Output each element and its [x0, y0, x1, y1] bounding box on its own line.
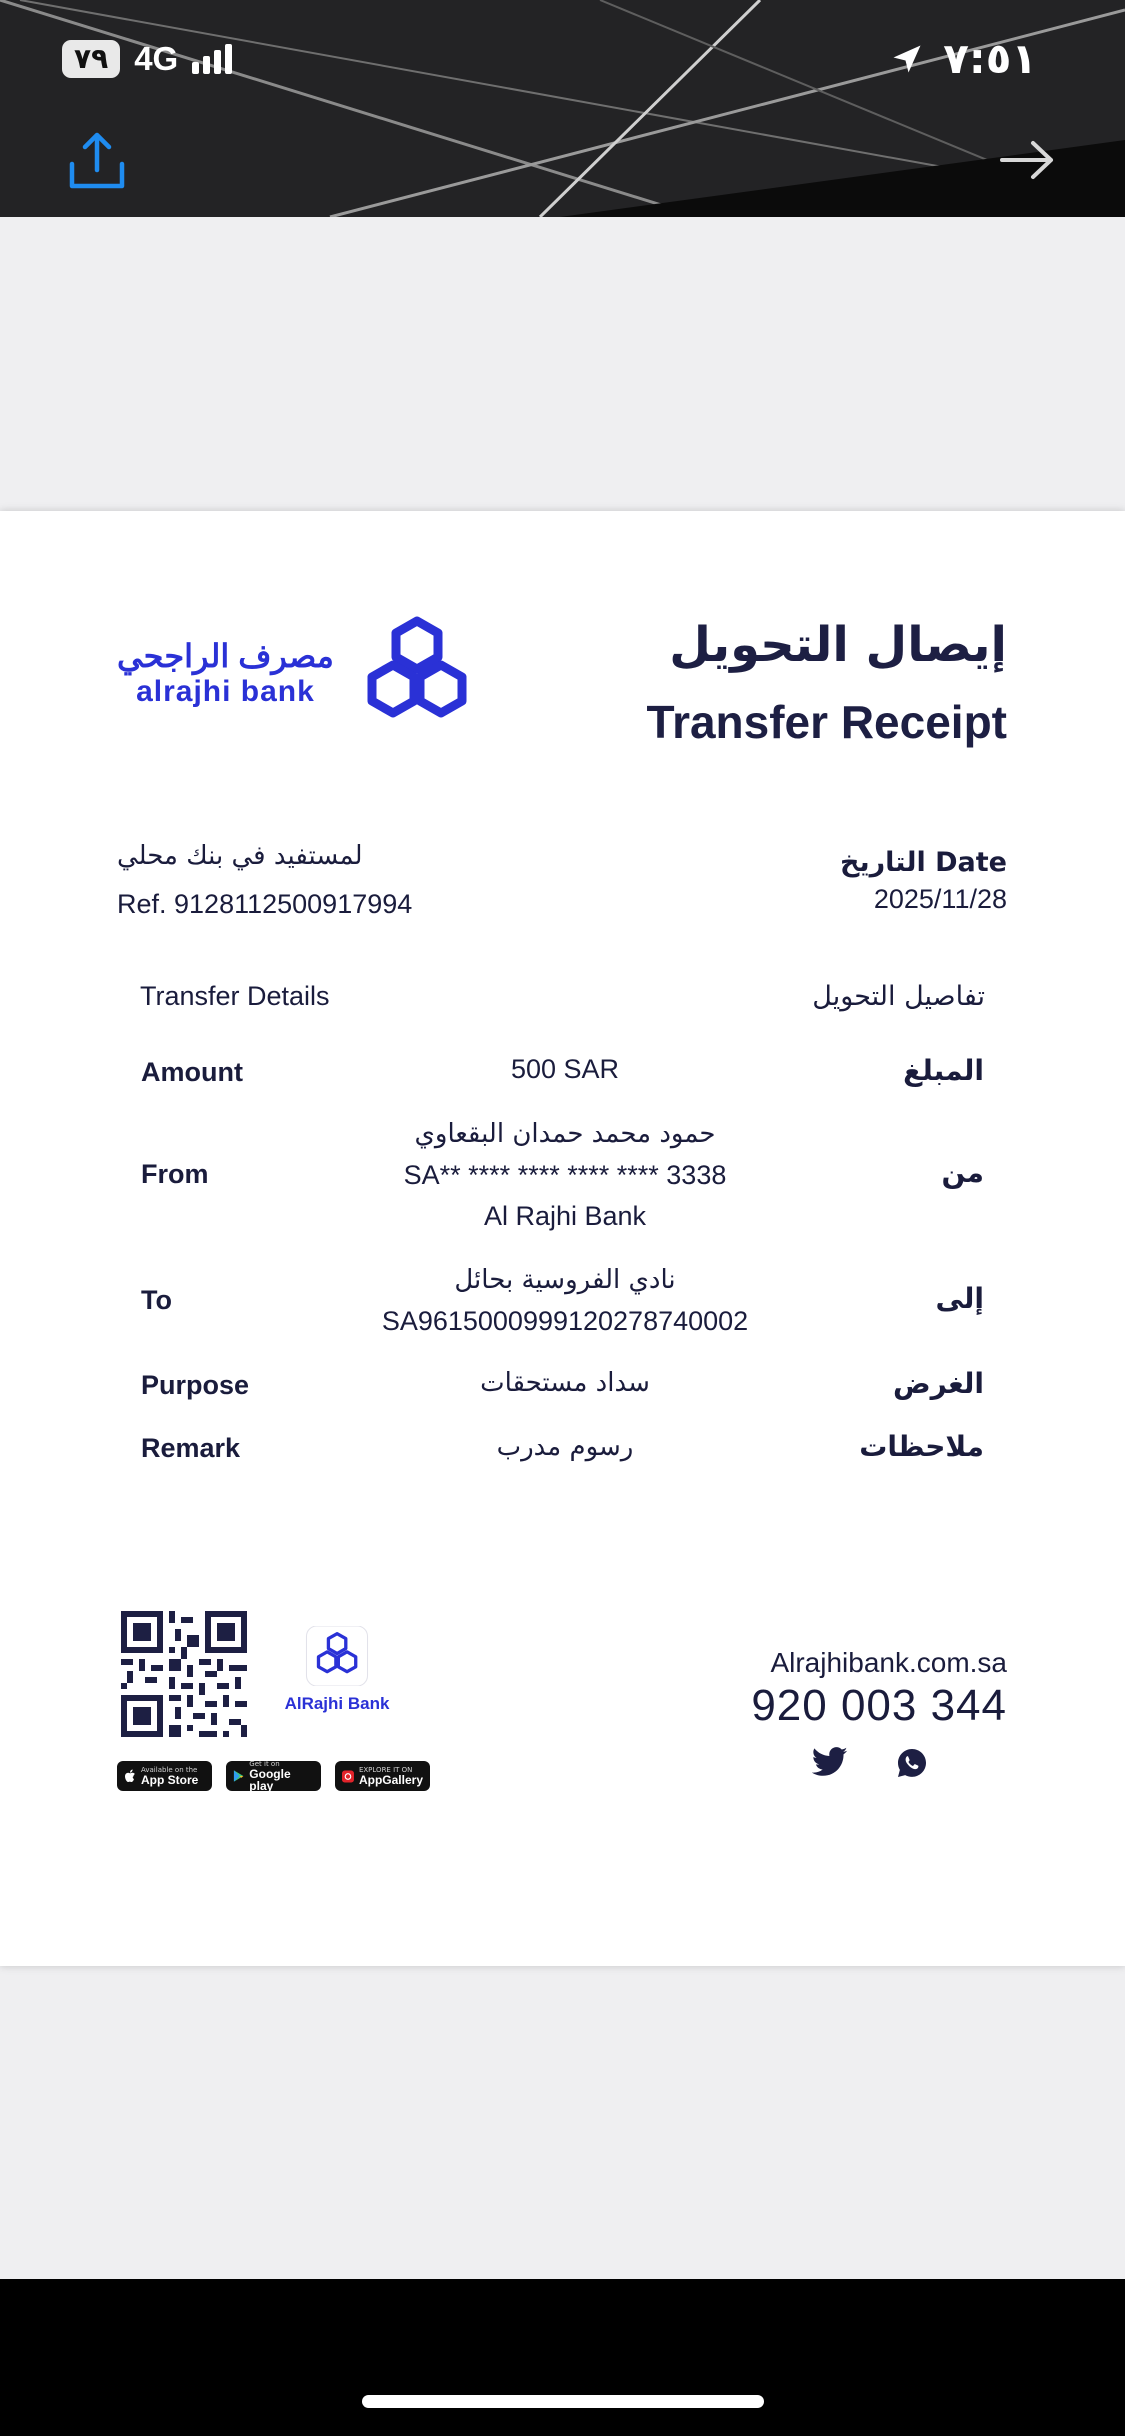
to-label-en: To: [141, 1285, 172, 1315]
bank-name-arabic: مصرف الراجحي: [117, 638, 334, 674]
date-block: [840, 847, 1007, 915]
amount-value: [300, 1049, 830, 1090]
beneficiary-iban: SA9615000999120278740002: [381, 1306, 749, 1336]
clock: ٧:٥١: [943, 34, 1037, 83]
qr-code: [121, 1611, 247, 1737]
status-right: [889, 34, 1037, 83]
amount-label-ar: المبلغ: [903, 1054, 984, 1087]
bank-logo-text: [117, 637, 334, 709]
reference-number: Ref. 9128112500917994: [117, 889, 413, 919]
sender-account: SA** **** **** **** **** 3338: [403, 1160, 727, 1190]
apple-icon: [124, 1769, 136, 1783]
google-play-small: Get it on: [249, 1760, 280, 1768]
google-play-text: Google play: [249, 1767, 291, 1793]
signal-icon: [192, 44, 232, 74]
app-logo-label: AlRajhi Bank: [284, 1694, 390, 1713]
app-store-text: App Store: [141, 1773, 199, 1787]
arrow-right-icon[interactable]: [999, 140, 1055, 180]
from-label-ar: من: [941, 1156, 984, 1189]
app-gallery-small: EXPLORE IT ON: [358, 1766, 413, 1774]
title-english: Transfer Receipt: [646, 696, 1007, 748]
twitter-icon[interactable]: [812, 1747, 848, 1777]
sender-bank: Al Rajhi Bank: [483, 1201, 647, 1231]
network-type: 4G: [134, 40, 179, 77]
remark-text: رسوم مدرب: [496, 1432, 634, 1462]
details-title-arabic: تفاصيل التحويل: [812, 981, 985, 1012]
receipt-card: [0, 511, 1125, 1966]
purpose-value: [300, 1363, 830, 1404]
remark-value: [300, 1427, 830, 1468]
app-gallery-badge[interactable]: [335, 1761, 430, 1791]
alrajhi-logo-icon: [358, 615, 476, 731]
bank-logo: [117, 615, 476, 731]
beneficiary-name: نادي الفروسية بحائل: [454, 1265, 676, 1295]
beneficiary-type: لمستفيد في بنك محلي: [117, 841, 363, 871]
date-label: التاريخ Date: [840, 847, 1007, 878]
to-value: [300, 1260, 830, 1342]
app-store-badge[interactable]: [117, 1761, 212, 1791]
app-store-small: Available on the: [141, 1766, 198, 1774]
remark-label-en: Remark: [141, 1433, 241, 1463]
transfer-meta: [117, 841, 412, 920]
purpose-text: سداد مستحقات: [480, 1368, 650, 1398]
purpose-label-ar: الغرض: [893, 1367, 984, 1400]
decorative-lines: [0, 0, 1125, 217]
from-label-en: From: [141, 1159, 209, 1189]
battery-indicator: ٧٩: [62, 40, 120, 78]
home-indicator[interactable]: [362, 2395, 764, 2408]
app-logo-icon: [305, 1626, 369, 1686]
website: Alrajhibank.com.sa: [770, 1647, 1007, 1678]
google-play-badge[interactable]: [226, 1761, 321, 1791]
details-title-english: Transfer Details: [140, 981, 330, 1011]
top-toolbar: [0, 0, 1125, 217]
remark-label-ar: ملاحظات: [859, 1430, 984, 1463]
huawei-icon: [342, 1770, 354, 1783]
bank-name-english: alrajhi bank: [136, 675, 315, 708]
whatsapp-icon[interactable]: [896, 1747, 928, 1779]
status-left: [62, 40, 232, 78]
google-play-icon: [233, 1769, 244, 1783]
app-gallery-text: AppGallery: [358, 1773, 423, 1787]
date-value: 2025/11/28: [873, 884, 1007, 914]
bottom-bar: [0, 2279, 1125, 2436]
amount-text: 500 SAR: [510, 1054, 620, 1084]
phone-number: 920 003 344: [751, 1681, 1007, 1730]
store-badges: [117, 1761, 430, 1791]
share-icon[interactable]: [66, 130, 128, 192]
sender-name: حمود محمد حمدان البقعاوي: [414, 1119, 716, 1149]
location-arrow-icon: [889, 41, 925, 77]
title-arabic: إيصال التحويل: [669, 617, 1007, 673]
social-icons: [812, 1747, 928, 1779]
purpose-label-en: Purpose: [141, 1370, 250, 1400]
amount-label-en: Amount: [141, 1057, 243, 1087]
app-logo: [282, 1626, 392, 1714]
from-value: [300, 1114, 830, 1237]
to-label-ar: إلى: [935, 1282, 984, 1315]
